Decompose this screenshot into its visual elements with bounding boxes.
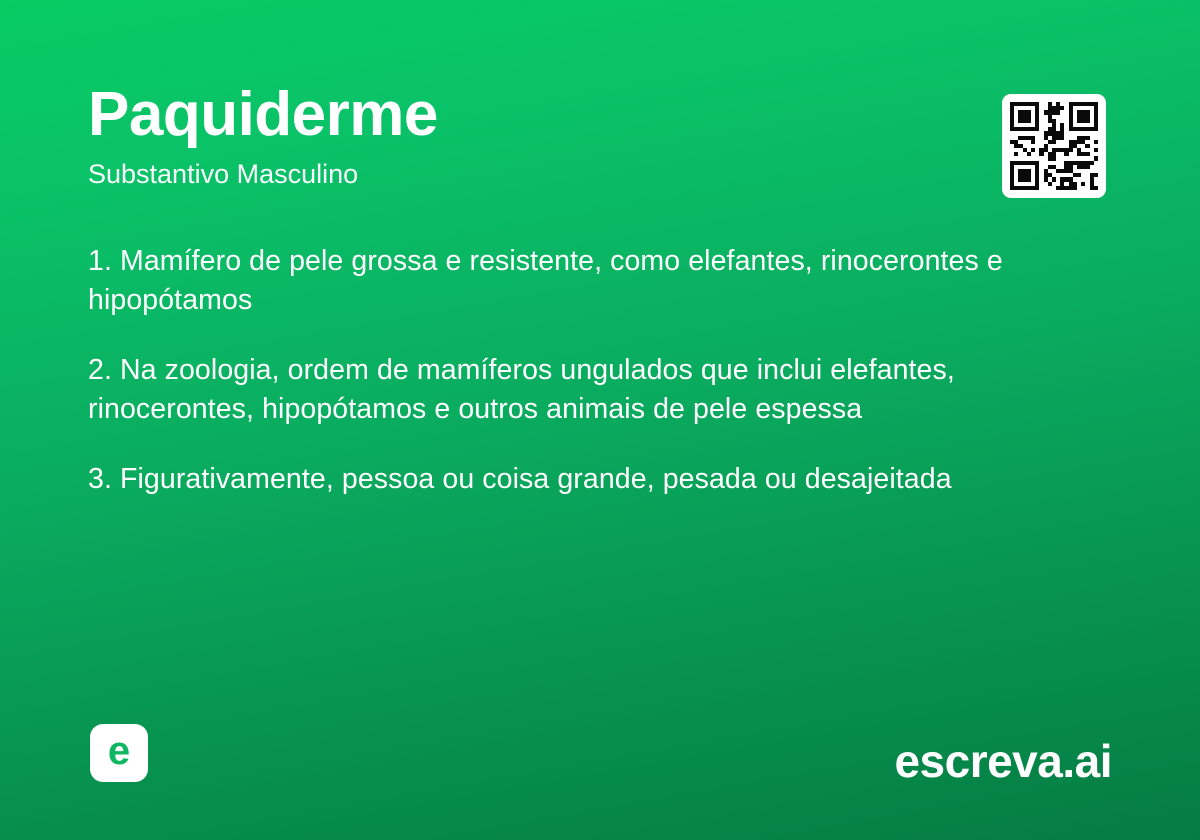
definition-item: 2. Na zoologia, ordem de mamíferos ungulados que inclui elefantes, rinocerontes, hipopótamos e outros animais de pele espessa	[88, 354, 955, 426]
definition-item: 1. Mamífero de pele grossa e resistente, como elefantes, rinocerontes e hipopótamos	[88, 245, 1003, 317]
qr-code-icon[interactable]	[1002, 94, 1106, 198]
brand-wordmark: escreva.ai	[894, 735, 1112, 787]
definition-list	[88, 242, 1073, 499]
brand-logo-letter: e	[107, 729, 131, 773]
part-of-speech-label: Substantivo Masculino	[88, 159, 359, 189]
definition-item: 3. Figurativamente, pessoa ou coisa grande, pesada ou desajeitada	[88, 463, 952, 496]
card-header	[88, 80, 1112, 190]
qr-code-pattern	[1010, 102, 1098, 190]
page-title: Paquiderme	[88, 80, 438, 149]
brand-logo-icon	[90, 724, 148, 782]
